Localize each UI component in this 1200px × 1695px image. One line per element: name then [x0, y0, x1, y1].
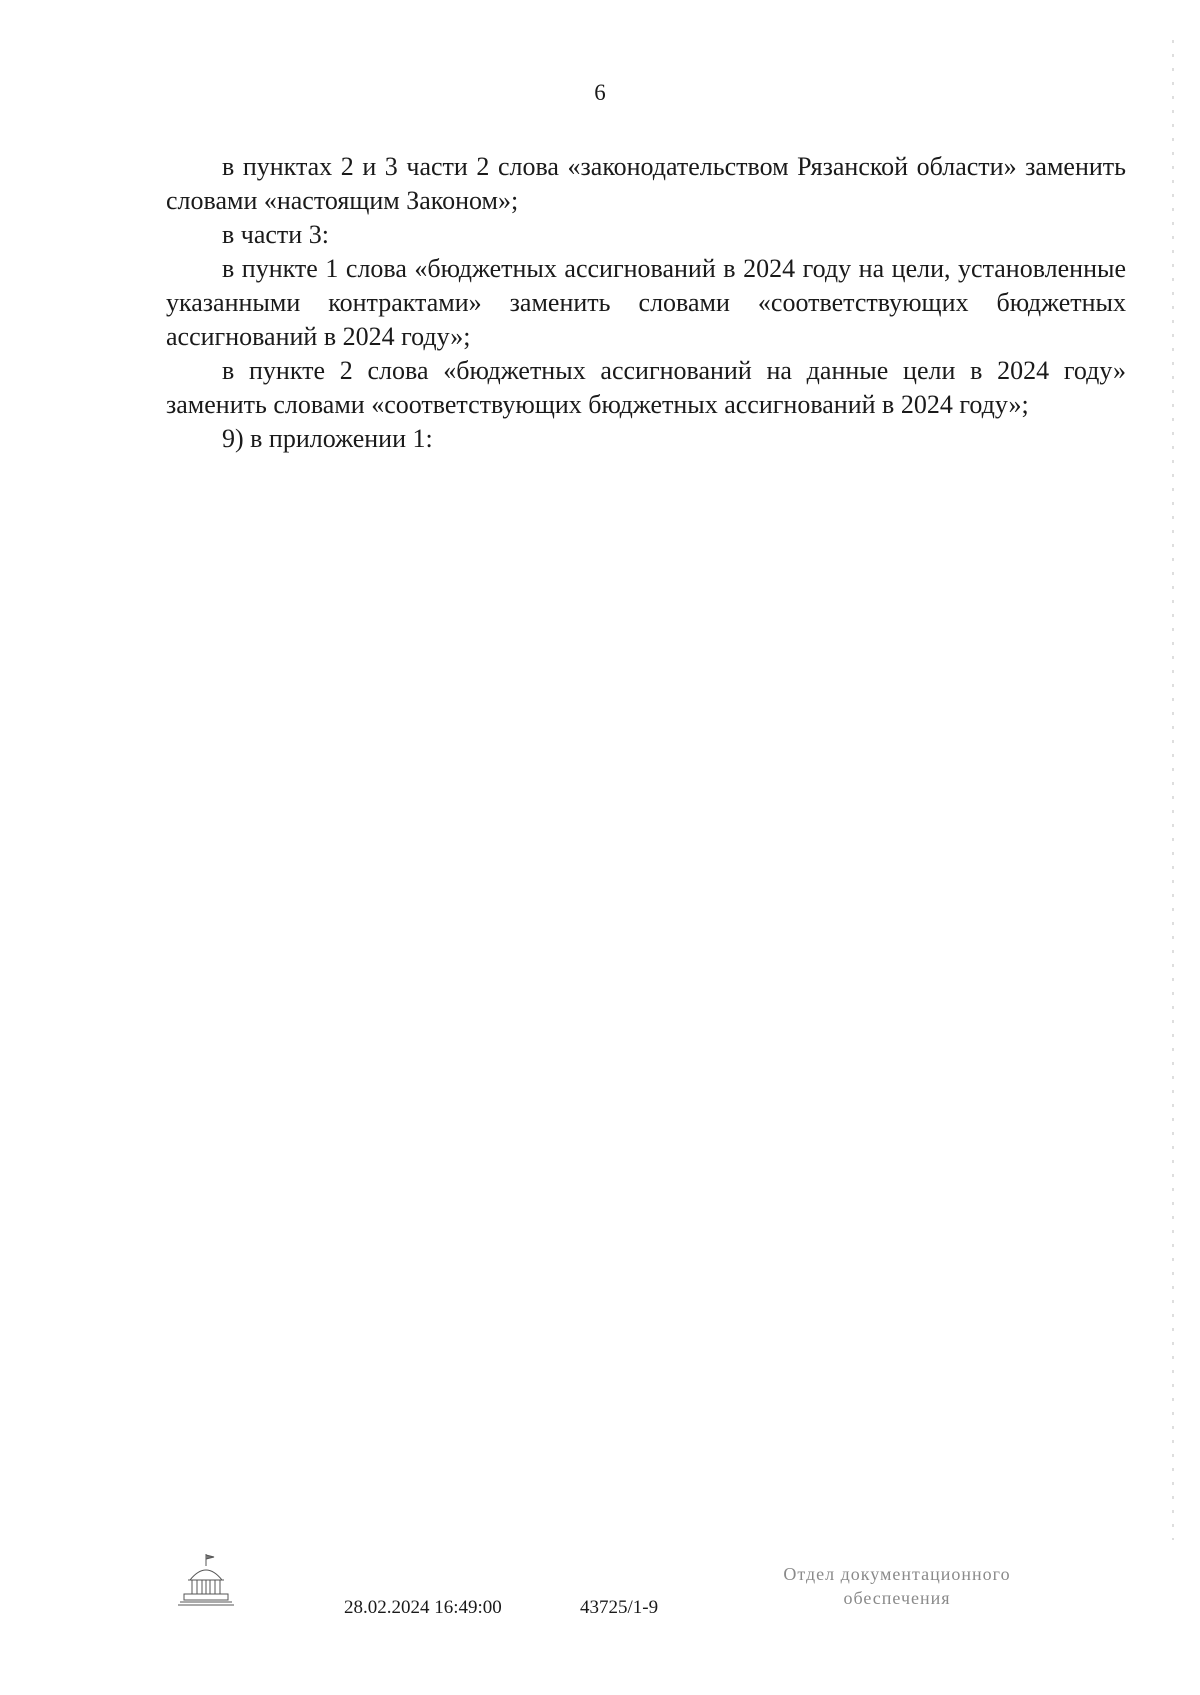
- page-number: 6: [594, 80, 606, 105]
- paragraph-4: в пункте 2 слова «бюджетных ассигнований на данные цели в 2024 году» заменить словами «соответствующих бюджетных ассигнований в 2024 году»;: [166, 356, 1126, 419]
- stamp-line-2: обеспечения: [843, 1588, 951, 1608]
- paragraph-5: 9) в приложении 1:: [222, 424, 433, 453]
- document-body: [166, 150, 1126, 456]
- paragraph-2: в части 3:: [222, 220, 329, 249]
- paragraph-3: в пункте 1 слова «бюджетных ассигнований в 2024 году на цели, установленные указанными контрактами» заменить словами «соответствующих бюджетных ассигнований в 2024 году»;: [166, 254, 1126, 351]
- department-stamp: [752, 1562, 1042, 1610]
- paragraph-1: в пунктах 2 и 3 части 2 слова «законодательством Рязанской области» заменить словами «настоящим Законом»;: [166, 152, 1126, 215]
- footer-doc-code: 43725/1-9: [580, 1597, 659, 1618]
- stamp-line-1: Отдел документационного: [783, 1564, 1011, 1584]
- scan-edge-marks: [1172, 40, 1174, 1540]
- footer-timestamp: 28.02.2024 16:49:00: [344, 1597, 502, 1618]
- duma-building-logo-icon: [176, 1552, 236, 1608]
